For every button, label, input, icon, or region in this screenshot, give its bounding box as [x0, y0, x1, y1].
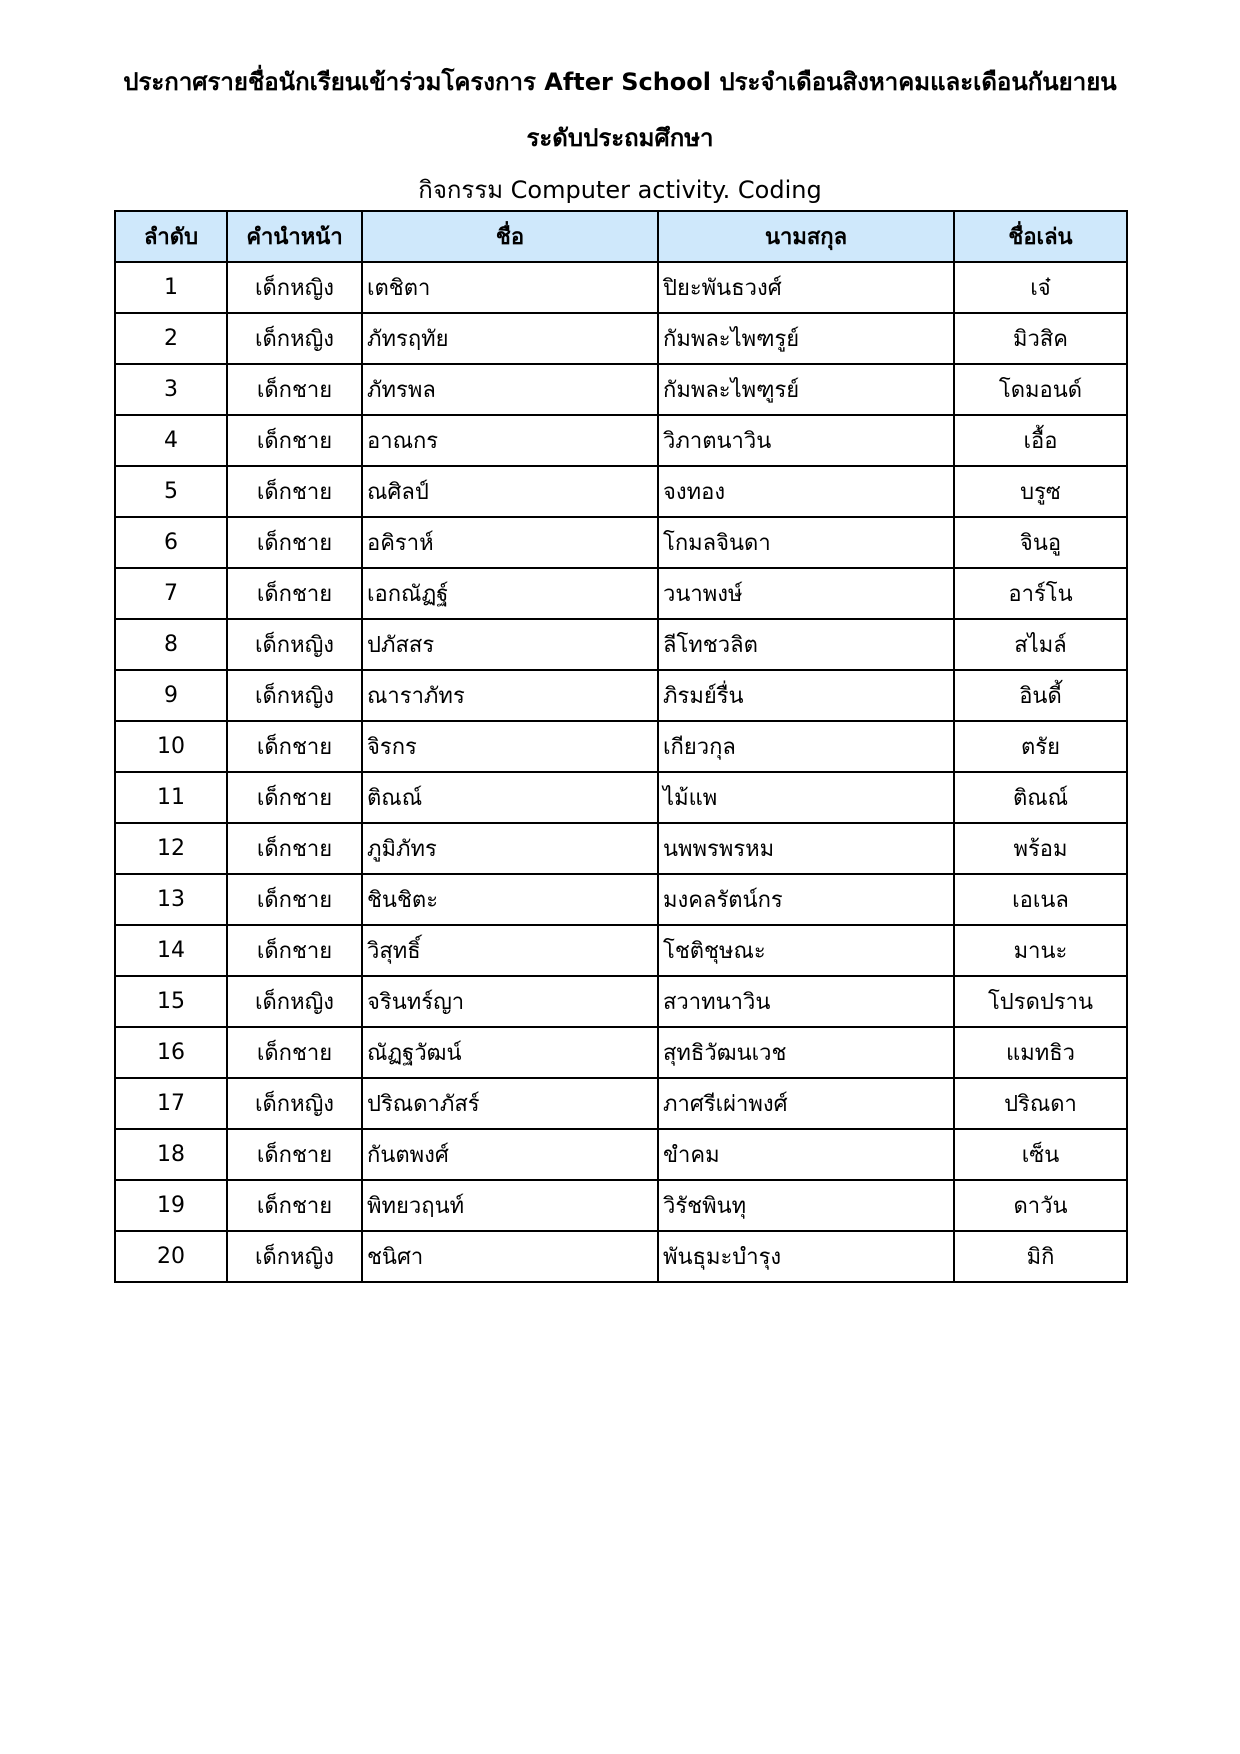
page-subtitle-level: ระดับประถมศึกษา	[526, 124, 714, 152]
table-header	[115, 211, 1127, 262]
cell-last-name: ขำคม	[658, 1129, 954, 1180]
table-row	[115, 874, 1127, 925]
column-header-prefix: คำนำหน้า	[227, 211, 362, 262]
table-row	[115, 721, 1127, 772]
cell-prefix: เด็กหญิง	[227, 262, 362, 313]
cell-last-name: วนาพงษ์	[658, 568, 954, 619]
table-row	[115, 415, 1127, 466]
cell-nickname: มานะ	[954, 925, 1127, 976]
table-row	[115, 925, 1127, 976]
cell-prefix: เด็กชาย	[227, 517, 362, 568]
cell-first-name: ชินชิตะ	[362, 874, 658, 925]
cell-nickname: ตรัย	[954, 721, 1127, 772]
cell-nickname: ติณณ์	[954, 772, 1127, 823]
cell-nickname: เจ๋	[954, 262, 1127, 313]
cell-order: 6	[115, 517, 227, 568]
cell-prefix: เด็กชาย	[227, 925, 362, 976]
cell-order: 3	[115, 364, 227, 415]
student-roster-table	[114, 210, 1128, 1283]
cell-last-name: จงทอง	[658, 466, 954, 517]
cell-prefix: เด็กหญิง	[227, 1078, 362, 1129]
column-header-order: ลำดับ	[115, 211, 227, 262]
cell-last-name: ไม้แพ	[658, 772, 954, 823]
cell-nickname: ปริณดา	[954, 1078, 1127, 1129]
cell-last-name: วิรัชพินทุ	[658, 1180, 954, 1231]
table-row	[115, 1231, 1127, 1282]
cell-prefix: เด็กชาย	[227, 1180, 362, 1231]
cell-nickname: อาร์โน	[954, 568, 1127, 619]
cell-prefix: เด็กชาย	[227, 823, 362, 874]
cell-first-name: วิสุทธิ์	[362, 925, 658, 976]
cell-order: 9	[115, 670, 227, 721]
cell-last-name: ภาศรีเผ่าพงศ์	[658, 1078, 954, 1129]
cell-order: 15	[115, 976, 227, 1027]
cell-first-name: อคิราห์	[362, 517, 658, 568]
cell-prefix: เด็กหญิง	[227, 976, 362, 1027]
cell-first-name: ปริณดาภัสร์	[362, 1078, 658, 1129]
cell-order: 16	[115, 1027, 227, 1078]
cell-last-name: มงคลรัตน์กร	[658, 874, 954, 925]
table-row	[115, 568, 1127, 619]
cell-nickname: โปรดปราน	[954, 976, 1127, 1027]
cell-prefix: เด็กหญิง	[227, 670, 362, 721]
table-row	[115, 517, 1127, 568]
table-row	[115, 466, 1127, 517]
cell-last-name: ลีโทชวลิต	[658, 619, 954, 670]
cell-prefix: เด็กชาย	[227, 1129, 362, 1180]
cell-order: 7	[115, 568, 227, 619]
cell-order: 2	[115, 313, 227, 364]
cell-first-name: จิรกร	[362, 721, 658, 772]
cell-prefix: เด็กชาย	[227, 415, 362, 466]
cell-last-name: วิภาตนาวิน	[658, 415, 954, 466]
cell-order: 17	[115, 1078, 227, 1129]
table-row	[115, 364, 1127, 415]
table-body	[115, 262, 1127, 1282]
cell-order: 4	[115, 415, 227, 466]
table-row	[115, 1027, 1127, 1078]
cell-last-name: สวาทนาวิน	[658, 976, 954, 1027]
cell-first-name: ชนิศา	[362, 1231, 658, 1282]
cell-nickname: พร้อม	[954, 823, 1127, 874]
cell-last-name: กัมพละไพฑูรย์	[658, 364, 954, 415]
cell-prefix: เด็กหญิง	[227, 619, 362, 670]
cell-first-name: ภูมิภัทร	[362, 823, 658, 874]
cell-last-name: กัมพละไพฑรูย์	[658, 313, 954, 364]
cell-last-name: นพพรพรหม	[658, 823, 954, 874]
cell-prefix: เด็กชาย	[227, 874, 362, 925]
cell-order: 11	[115, 772, 227, 823]
cell-first-name: ติณณ์	[362, 772, 658, 823]
cell-last-name: เกียวกุล	[658, 721, 954, 772]
table-row	[115, 823, 1127, 874]
cell-prefix: เด็กหญิง	[227, 313, 362, 364]
cell-last-name: ปิยะพันธวงศ์	[658, 262, 954, 313]
cell-order: 1	[115, 262, 227, 313]
cell-nickname: เอเนล	[954, 874, 1127, 925]
page-subtitle-activity: กิจกรรม Computer activity. Coding	[418, 176, 822, 204]
cell-nickname: เซ็น	[954, 1129, 1127, 1180]
cell-last-name: ภิรมย์รื่น	[658, 670, 954, 721]
cell-first-name: พิทยวฤนท์	[362, 1180, 658, 1231]
cell-prefix: เด็กชาย	[227, 568, 362, 619]
table-row	[115, 670, 1127, 721]
cell-prefix: เด็กชาย	[227, 466, 362, 517]
cell-last-name: พันธุมะบำรุง	[658, 1231, 954, 1282]
cell-last-name: สุทธิวัฒนเวช	[658, 1027, 954, 1078]
table-row	[115, 1180, 1127, 1231]
cell-prefix: เด็กหญิง	[227, 1231, 362, 1282]
cell-order: 12	[115, 823, 227, 874]
table-row	[115, 1129, 1127, 1180]
cell-nickname: โดมอนด์	[954, 364, 1127, 415]
cell-first-name: กันตพงศ์	[362, 1129, 658, 1180]
cell-nickname: สไมล์	[954, 619, 1127, 670]
column-header-last-name: นามสกุล	[658, 211, 954, 262]
cell-first-name: ภัทรฤทัย	[362, 313, 658, 364]
cell-nickname: มิวสิค	[954, 313, 1127, 364]
table-row	[115, 619, 1127, 670]
cell-nickname: แมทธิว	[954, 1027, 1127, 1078]
cell-last-name: โชติชุษณะ	[658, 925, 954, 976]
table-row	[115, 1078, 1127, 1129]
cell-first-name: ภัทรพล	[362, 364, 658, 415]
cell-order: 19	[115, 1180, 227, 1231]
cell-order: 8	[115, 619, 227, 670]
table-row	[115, 313, 1127, 364]
cell-first-name: จรินทร์ญา	[362, 976, 658, 1027]
cell-order: 18	[115, 1129, 227, 1180]
cell-order: 10	[115, 721, 227, 772]
cell-nickname: มิกิ	[954, 1231, 1127, 1282]
cell-prefix: เด็กชาย	[227, 364, 362, 415]
cell-prefix: เด็กชาย	[227, 721, 362, 772]
cell-nickname: ดาวัน	[954, 1180, 1127, 1231]
cell-order: 13	[115, 874, 227, 925]
cell-nickname: เอื้อ	[954, 415, 1127, 466]
table-row	[115, 262, 1127, 313]
cell-prefix: เด็กชาย	[227, 1027, 362, 1078]
table-header-row	[115, 211, 1127, 262]
table-row	[115, 976, 1127, 1027]
cell-first-name: ณาราภัทร	[362, 670, 658, 721]
column-header-first-name: ชื่อ	[362, 211, 658, 262]
cell-nickname: บรูซ	[954, 466, 1127, 517]
cell-first-name: เตชิตา	[362, 262, 658, 313]
cell-first-name: ณัฏฐวัฒน์	[362, 1027, 658, 1078]
page-title: ประกาศรายชื่อนักเรียนเข้าร่วมโครงการ After School ประจำเดือนสิงหาคมและเดือนกันยายน	[123, 68, 1117, 96]
cell-first-name: ปภัสสร	[362, 619, 658, 670]
cell-nickname: อินดี้	[954, 670, 1127, 721]
cell-first-name: ณศิลป์	[362, 466, 658, 517]
cell-prefix: เด็กชาย	[227, 772, 362, 823]
cell-first-name: อาณกร	[362, 415, 658, 466]
table-row	[115, 772, 1127, 823]
cell-nickname: จินอู	[954, 517, 1127, 568]
cell-last-name: โกมลจินดา	[658, 517, 954, 568]
column-header-nickname: ชื่อเล่น	[954, 211, 1127, 262]
cell-order: 14	[115, 925, 227, 976]
cell-order: 20	[115, 1231, 227, 1282]
cell-first-name: เอกณัฏฐ์	[362, 568, 658, 619]
cell-order: 5	[115, 466, 227, 517]
